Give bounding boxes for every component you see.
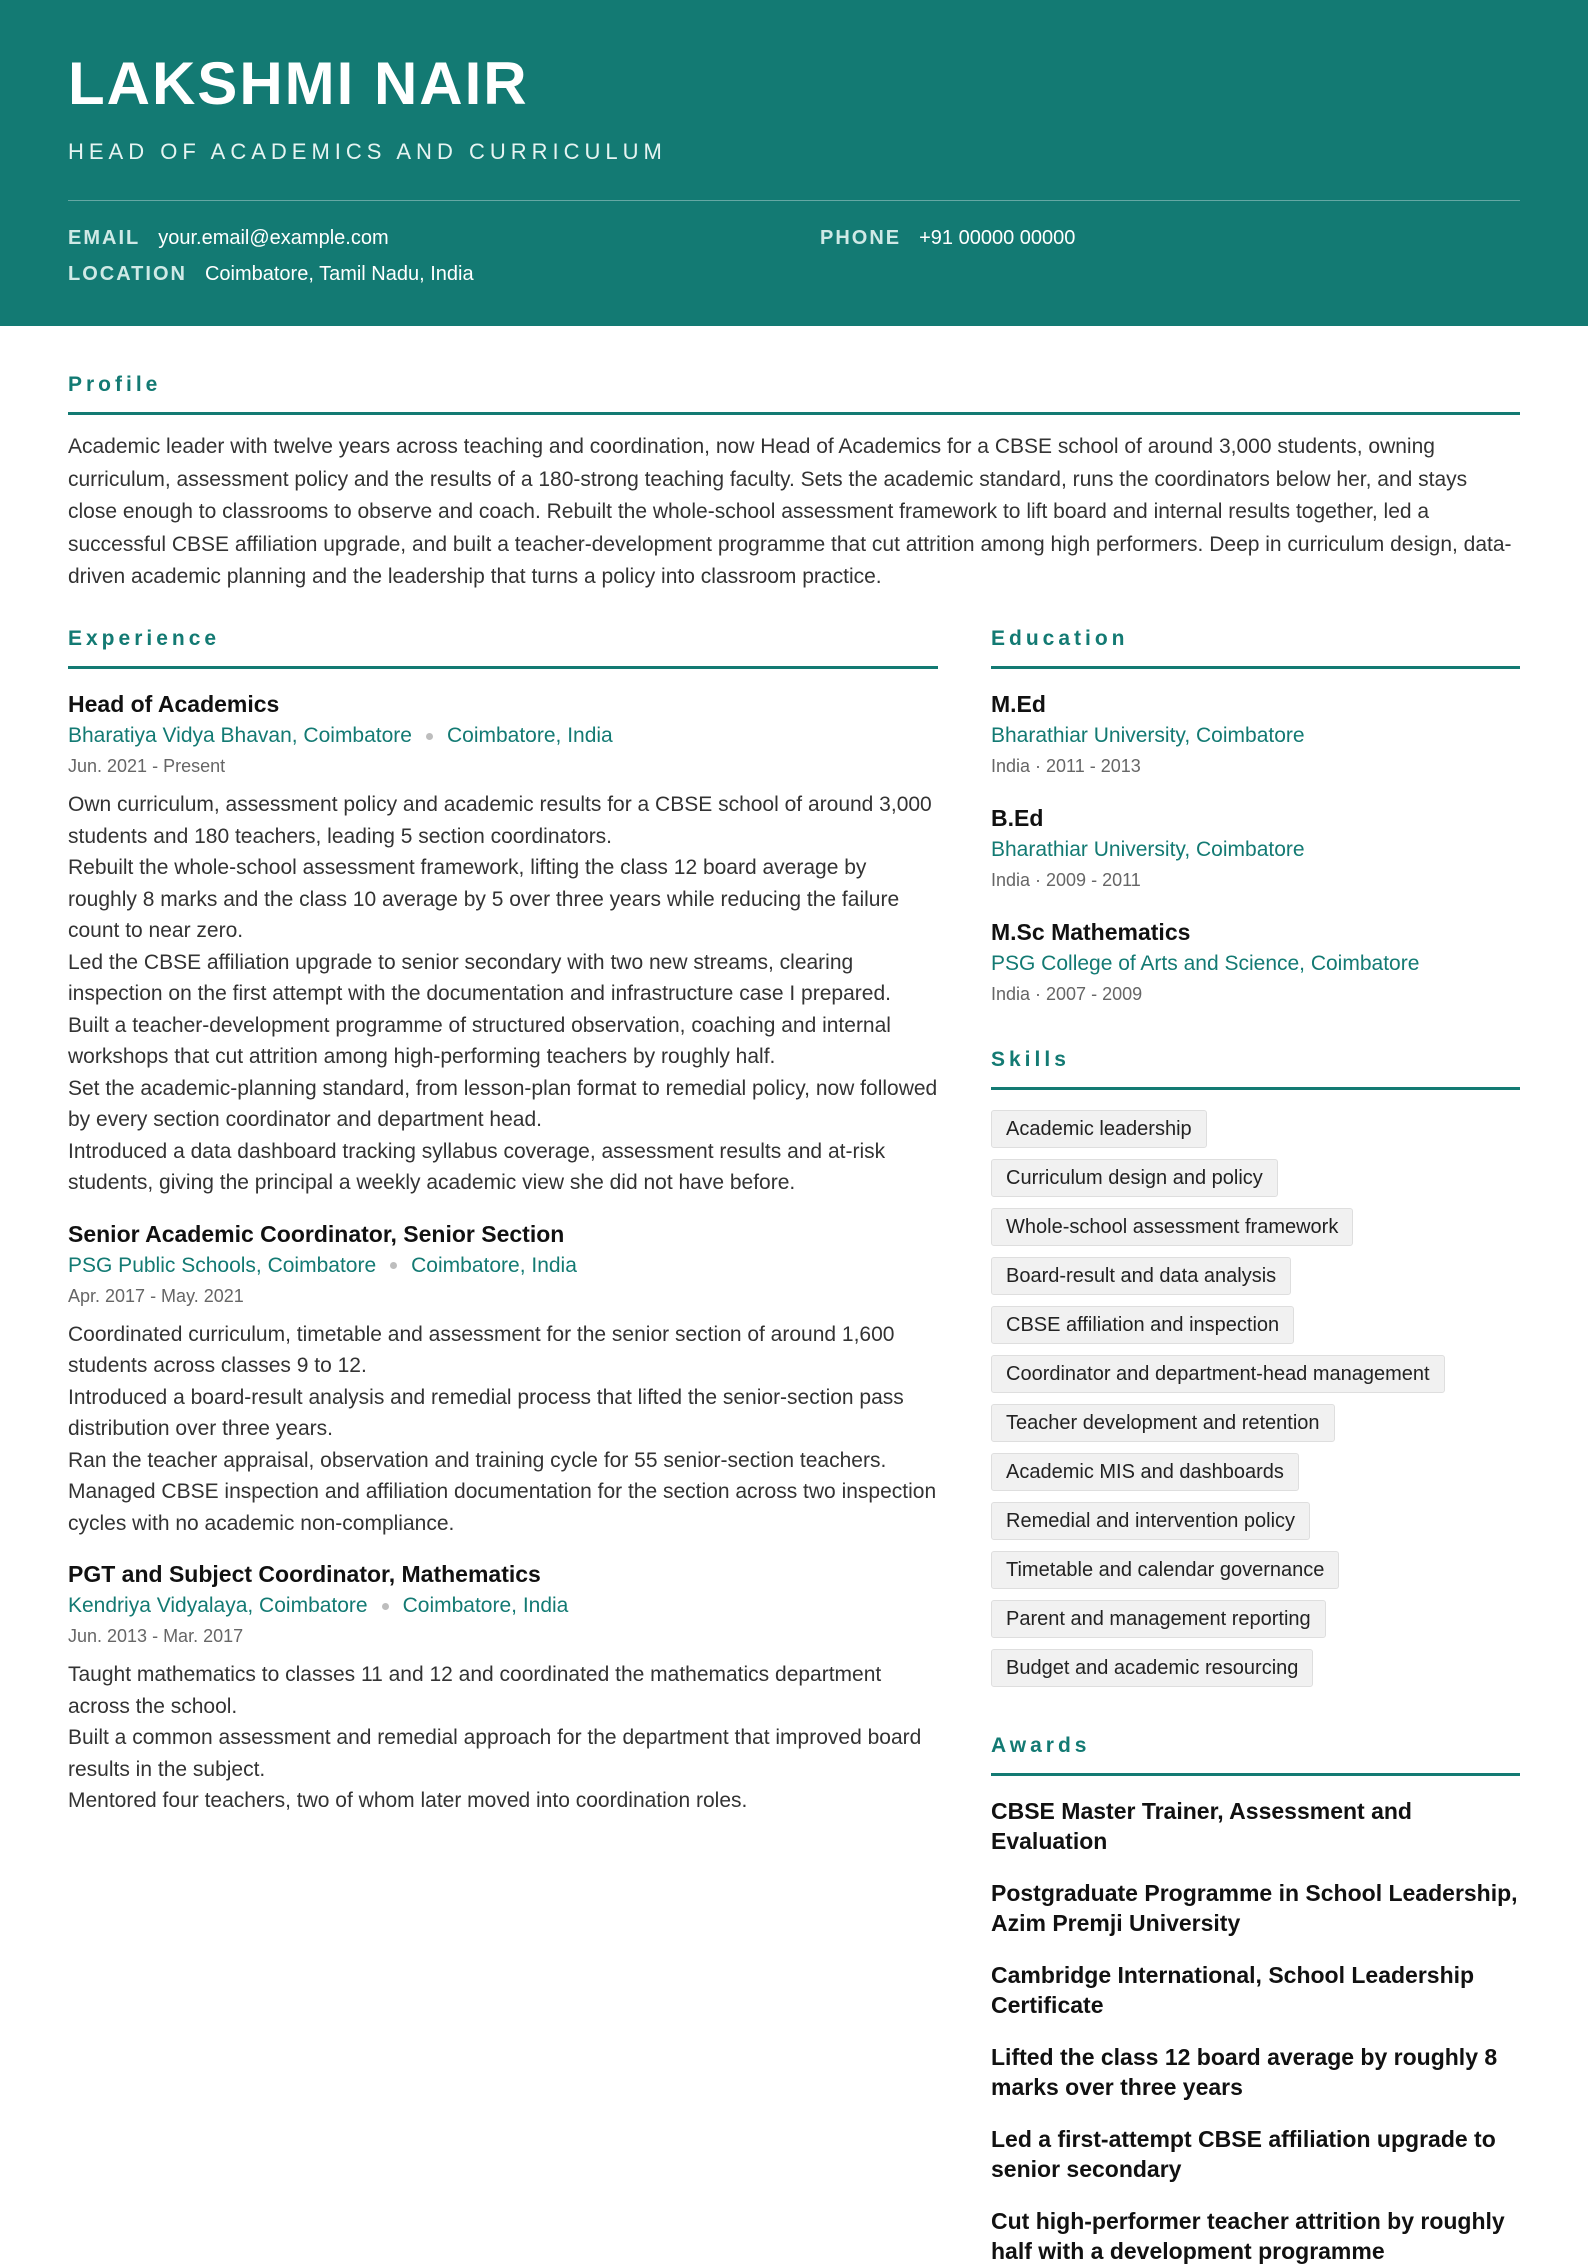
job-organization: PSG Public Schools, Coimbatore <box>68 1253 377 1277</box>
job-location: Coimbatore, India <box>411 1253 577 1277</box>
skill-chip: Coordinator and department-head management <box>991 1355 1445 1393</box>
education-entry <box>991 803 1520 893</box>
phone-label: PHONE <box>820 227 902 249</box>
job-bullet: Built a teacher-development programme of structured observation, coaching and internal workshops that cut attrition among high-performing teachers by roughly half. <box>68 1013 891 1068</box>
job-bullet: Own curriculum, assessment policy and academic results for a CBSE school of around 3,000 students and 180 teachers, leading 5 section coordinators. <box>68 793 932 848</box>
education-school: Bharathiar University, Coimbatore <box>991 724 1305 747</box>
job-bullet: Managed CBSE inspection and affiliation documentation for the section across two inspection cycles with no academic non-compliance. <box>68 1480 937 1535</box>
skills-heading: Skills <box>991 1047 1520 1090</box>
award-item: CBSE Master Trainer, Assessment and Evaluation <box>991 1798 1412 1854</box>
job-bullet: Built a common assessment and remedial approach for the department that improved board results in the subject. <box>68 1726 922 1781</box>
job-bullet: Mentored four teachers, two of whom later moved into coordination roles. <box>68 1789 748 1812</box>
job-entry <box>68 1559 938 1817</box>
education-meta: India · 2011 - 2013 <box>991 756 1141 776</box>
education-school: PSG College of Arts and Science, Coimbatore <box>991 952 1420 975</box>
separator-dot <box>382 1603 389 1610</box>
job-dates: Jun. 2021 - Present <box>68 756 226 776</box>
job-bullet: Taught mathematics to classes 11 and 12 and coordinated the mathematics department across the school. <box>68 1663 882 1718</box>
contact-phone <box>820 225 1075 251</box>
contact-email <box>68 225 389 251</box>
education-heading: Education <box>991 626 1520 669</box>
job-list <box>68 689 938 1817</box>
email-value[interactable]: your.email@example.com <box>158 227 389 249</box>
skill-chip: Academic MIS and dashboards <box>991 1453 1299 1491</box>
email-label: EMAIL <box>68 227 141 249</box>
education-meta: India · 2009 - 2011 <box>991 870 1141 890</box>
separator-dot <box>426 733 433 740</box>
job-organization: Kendriya Vidyalaya, Coimbatore <box>68 1594 368 1617</box>
awards-section <box>991 1733 1520 2266</box>
sidebar <box>991 626 1520 2266</box>
job-title: PGT and Subject Coordinator, Mathematics <box>68 1561 541 1587</box>
award-item: Cambridge International, School Leadership Certificate <box>991 1962 1475 2018</box>
job-location: Coimbatore, India <box>402 1594 569 1617</box>
education-entry <box>991 917 1520 1007</box>
experience-heading: Experience <box>68 626 938 669</box>
skill-chip: Remedial and intervention policy <box>991 1502 1310 1540</box>
job-org-line <box>68 1591 938 1621</box>
contact-location <box>68 261 474 287</box>
award-item: Cut high-performer teacher attrition by roughly half with a development programme <box>991 2208 1505 2264</box>
profile-section <box>68 372 1520 594</box>
location-value: Coimbatore, Tamil Nadu, India <box>204 263 474 285</box>
skill-chip: Budget and academic resourcing <box>991 1649 1313 1687</box>
education-degree: M.Sc Mathematics <box>991 919 1191 945</box>
job-org-line <box>68 721 938 751</box>
education-school: Bharathiar University, Coimbatore <box>991 838 1305 861</box>
job-bullet: Introduced a data dashboard tracking syllabus coverage, assessment results and at-risk students, giving the principal a weekly academic view she did not have before. <box>68 1139 886 1194</box>
award-list <box>991 1796 1520 2266</box>
job-bullets <box>68 1319 938 1540</box>
award-item: Postgraduate Programme in School Leadership, Azim Premji University <box>991 1880 1518 1936</box>
skill-chip: Academic leadership <box>991 1110 1207 1148</box>
job-organization: Bharatiya Vidya Bhavan, Coimbatore <box>68 724 412 747</box>
job-dates: Apr. 2017 - May. 2021 <box>68 1285 244 1306</box>
skill-chip: Board-result and data analysis <box>991 1257 1291 1295</box>
skill-chip: Teacher development and retention <box>991 1404 1335 1442</box>
job-title: Head of Academics <box>68 691 280 717</box>
profile-heading: Profile <box>68 372 1520 415</box>
skill-chip-list <box>991 1110 1520 1687</box>
job-bullet: Set the academic-planning standard, from lesson-plan format to remedial policy, now followed by every section coordinator and department head. <box>68 1076 938 1131</box>
job-bullet: Led the CBSE affiliation upgrade to senior secondary with two new streams, clearing inspection on the first attempt with the documentation and infrastructure case I prepared. <box>68 950 891 1005</box>
job-entry <box>68 1219 938 1540</box>
job-bullet: Introduced a board-result analysis and remedial process that lifted the senior-section pass distribution over three years. <box>68 1385 904 1440</box>
profile-text: Academic leader with twelve years across teaching and coordination, now Head of Academics for a CBSE school of around 3,000 students, owning curriculum, assessment policy and the results of a 180-strong teaching faculty. Sets the academic standard, runs the coordinators below her, and stays close enough to classrooms to observe and coach. Rebuilt the whole-school assessment framework to lift board and internal results together, led a successful CBSE affiliation upgrade, and built a teacher-development programme that cut attrition among high performers. Deep in curriculum design, data-driven academic planning and the leadership that turns a policy into classroom practice. <box>68 435 1512 588</box>
resume-header <box>0 0 1588 326</box>
job-location: Coimbatore, India <box>446 724 613 747</box>
skill-chip: Timetable and calendar governance <box>991 1551 1339 1589</box>
education-entry <box>991 689 1520 779</box>
phone-value[interactable]: +91 00000 00000 <box>919 227 1076 249</box>
education-section <box>991 626 1520 1007</box>
education-degree: M.Ed <box>991 691 1046 717</box>
skill-chip: CBSE affiliation and inspection <box>991 1306 1294 1344</box>
awards-heading: Awards <box>991 1733 1520 1776</box>
job-bullet: Rebuilt the whole-school assessment framework, lifting the class 12 board average by roughly 8 marks and the class 10 average by 5 over three years while reducing the failure count to near zero. <box>68 856 900 942</box>
job-bullet: Ran the teacher appraisal, observation and training cycle for 55 senior-section teachers. <box>68 1448 887 1472</box>
award-item: Led a first-attempt CBSE affiliation upgrade to senior secondary <box>991 2126 1496 2182</box>
education-degree: B.Ed <box>991 805 1044 831</box>
candidate-title: HEAD OF ACADEMICS AND CURRICULUM <box>68 139 667 164</box>
header-divider <box>68 200 1520 201</box>
location-label: LOCATION <box>68 263 187 285</box>
job-bullets <box>68 789 938 1199</box>
job-entry <box>68 689 938 1199</box>
separator-dot <box>390 1262 397 1269</box>
job-org-line <box>68 1251 938 1281</box>
award-item: Lifted the class 12 board average by roughly 8 marks over three years <box>991 2044 1498 2100</box>
job-title: Senior Academic Coordinator, Senior Section <box>68 1220 565 1247</box>
candidate-name: LAKSHMI NAIR <box>68 50 529 117</box>
job-bullets <box>68 1659 938 1817</box>
skill-chip: Curriculum design and policy <box>991 1159 1278 1197</box>
experience-section <box>68 626 938 1817</box>
skill-chip: Whole-school assessment framework <box>991 1208 1353 1246</box>
education-meta: India · 2007 - 2009 <box>991 984 1143 1004</box>
skill-chip: Parent and management reporting <box>991 1600 1326 1638</box>
education-list <box>991 689 1520 1007</box>
job-bullet: Coordinated curriculum, timetable and assessment for the senior section of around 1,600 students across classes 9 to 12. <box>68 1322 895 1377</box>
skills-section <box>991 1047 1520 1687</box>
job-dates: Jun. 2013 - Mar. 2017 <box>68 1626 244 1646</box>
